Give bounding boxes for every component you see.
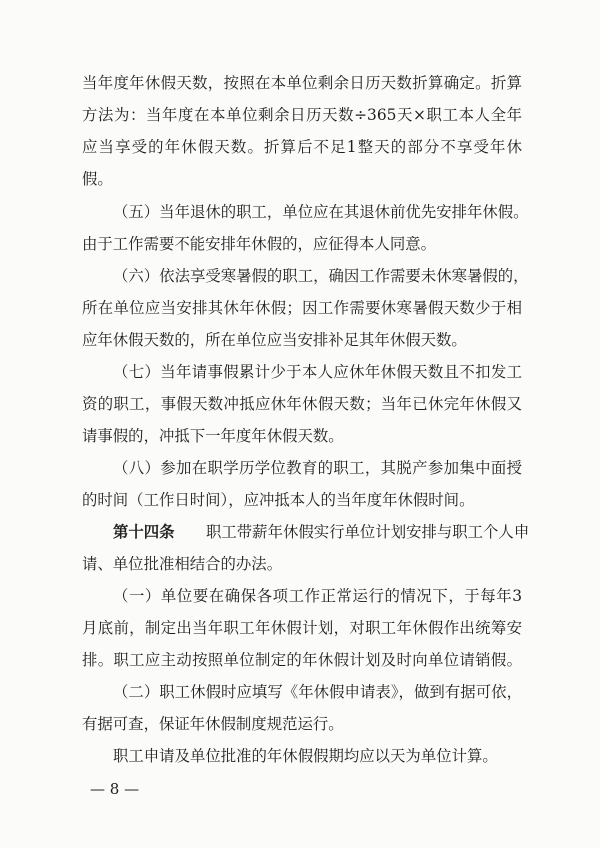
paragraph-line: （二）职工休假时应填写《年休假申请表》，做到有据可依， [113, 683, 522, 701]
paragraph-line: （七）当年请事假累计少于本人应休年休假天数且不扣发工 [113, 363, 522, 381]
paragraph-line: 的时间（工作日时间），应冲抵本人的当年度年休假时间。 [82, 491, 475, 509]
paragraph-line: 由于工作需要不能安排年休假的，应征得本人同意。 [82, 235, 436, 253]
article-heading: 第十四条 [113, 523, 175, 541]
paragraph-line: （一）单位要在确保各项工作正常运行的情况下，于每年3 [113, 587, 522, 605]
paragraph-line: 请事假的，冲抵下一年度年休假天数。 [82, 427, 344, 445]
page-number: — 8 — [90, 780, 140, 798]
paragraph-line: 方法为：当年度在本单位剩余日历天数÷365天×职工本人全年 [82, 106, 522, 124]
paragraph-line: 月底前，制定出当年职工年休假计划，对职工年休假作出统筹安 [82, 619, 522, 637]
paragraph-line: 应年休假天数的，所在单位应当安排补足其年休假天数。 [82, 331, 467, 349]
paragraph-line: （五）当年退休的职工，单位应在其退休前优先安排年休假。 [113, 203, 529, 221]
paragraph-line: （六）依法享受寒暑假的职工，确因工作需要未休寒暑假的， [113, 267, 529, 285]
paragraph-line: 资的职工，事假天数冲抵应休年休假天数；当年已休完年休假又 [82, 395, 522, 413]
paragraph-line: 应当享受的年休假天数。折算后不足1整天的部分不享受年休 [82, 138, 522, 156]
paragraph-line: 所在单位应当安排其休年休假；因工作需要休寒暑假天数少于相 [82, 299, 522, 317]
paragraph-line: 假。 [82, 170, 113, 188]
paragraph-line: 请、单位批准相结合的办法。 [82, 555, 283, 573]
paragraph-line: 职工申请及单位批准的年休假假期均应以天为单位计算。 [113, 747, 498, 765]
paragraph-line: 有据可查，保证年休假制度规范运行。 [82, 715, 344, 733]
paragraph-line: 排。职工应主动按照单位制定的年休假计划及时向单位请销假。 [82, 651, 522, 669]
paragraph-line: 职工带薪年休假实行单位计划安排与职工个人申 [206, 523, 530, 541]
paragraph-line: 当年度年休假天数，按照在本单位剩余日历天数折算确定。折算 [82, 74, 522, 92]
paragraph-line: （八）参加在职学历学位教育的职工，其脱产参加集中面授 [113, 459, 522, 477]
